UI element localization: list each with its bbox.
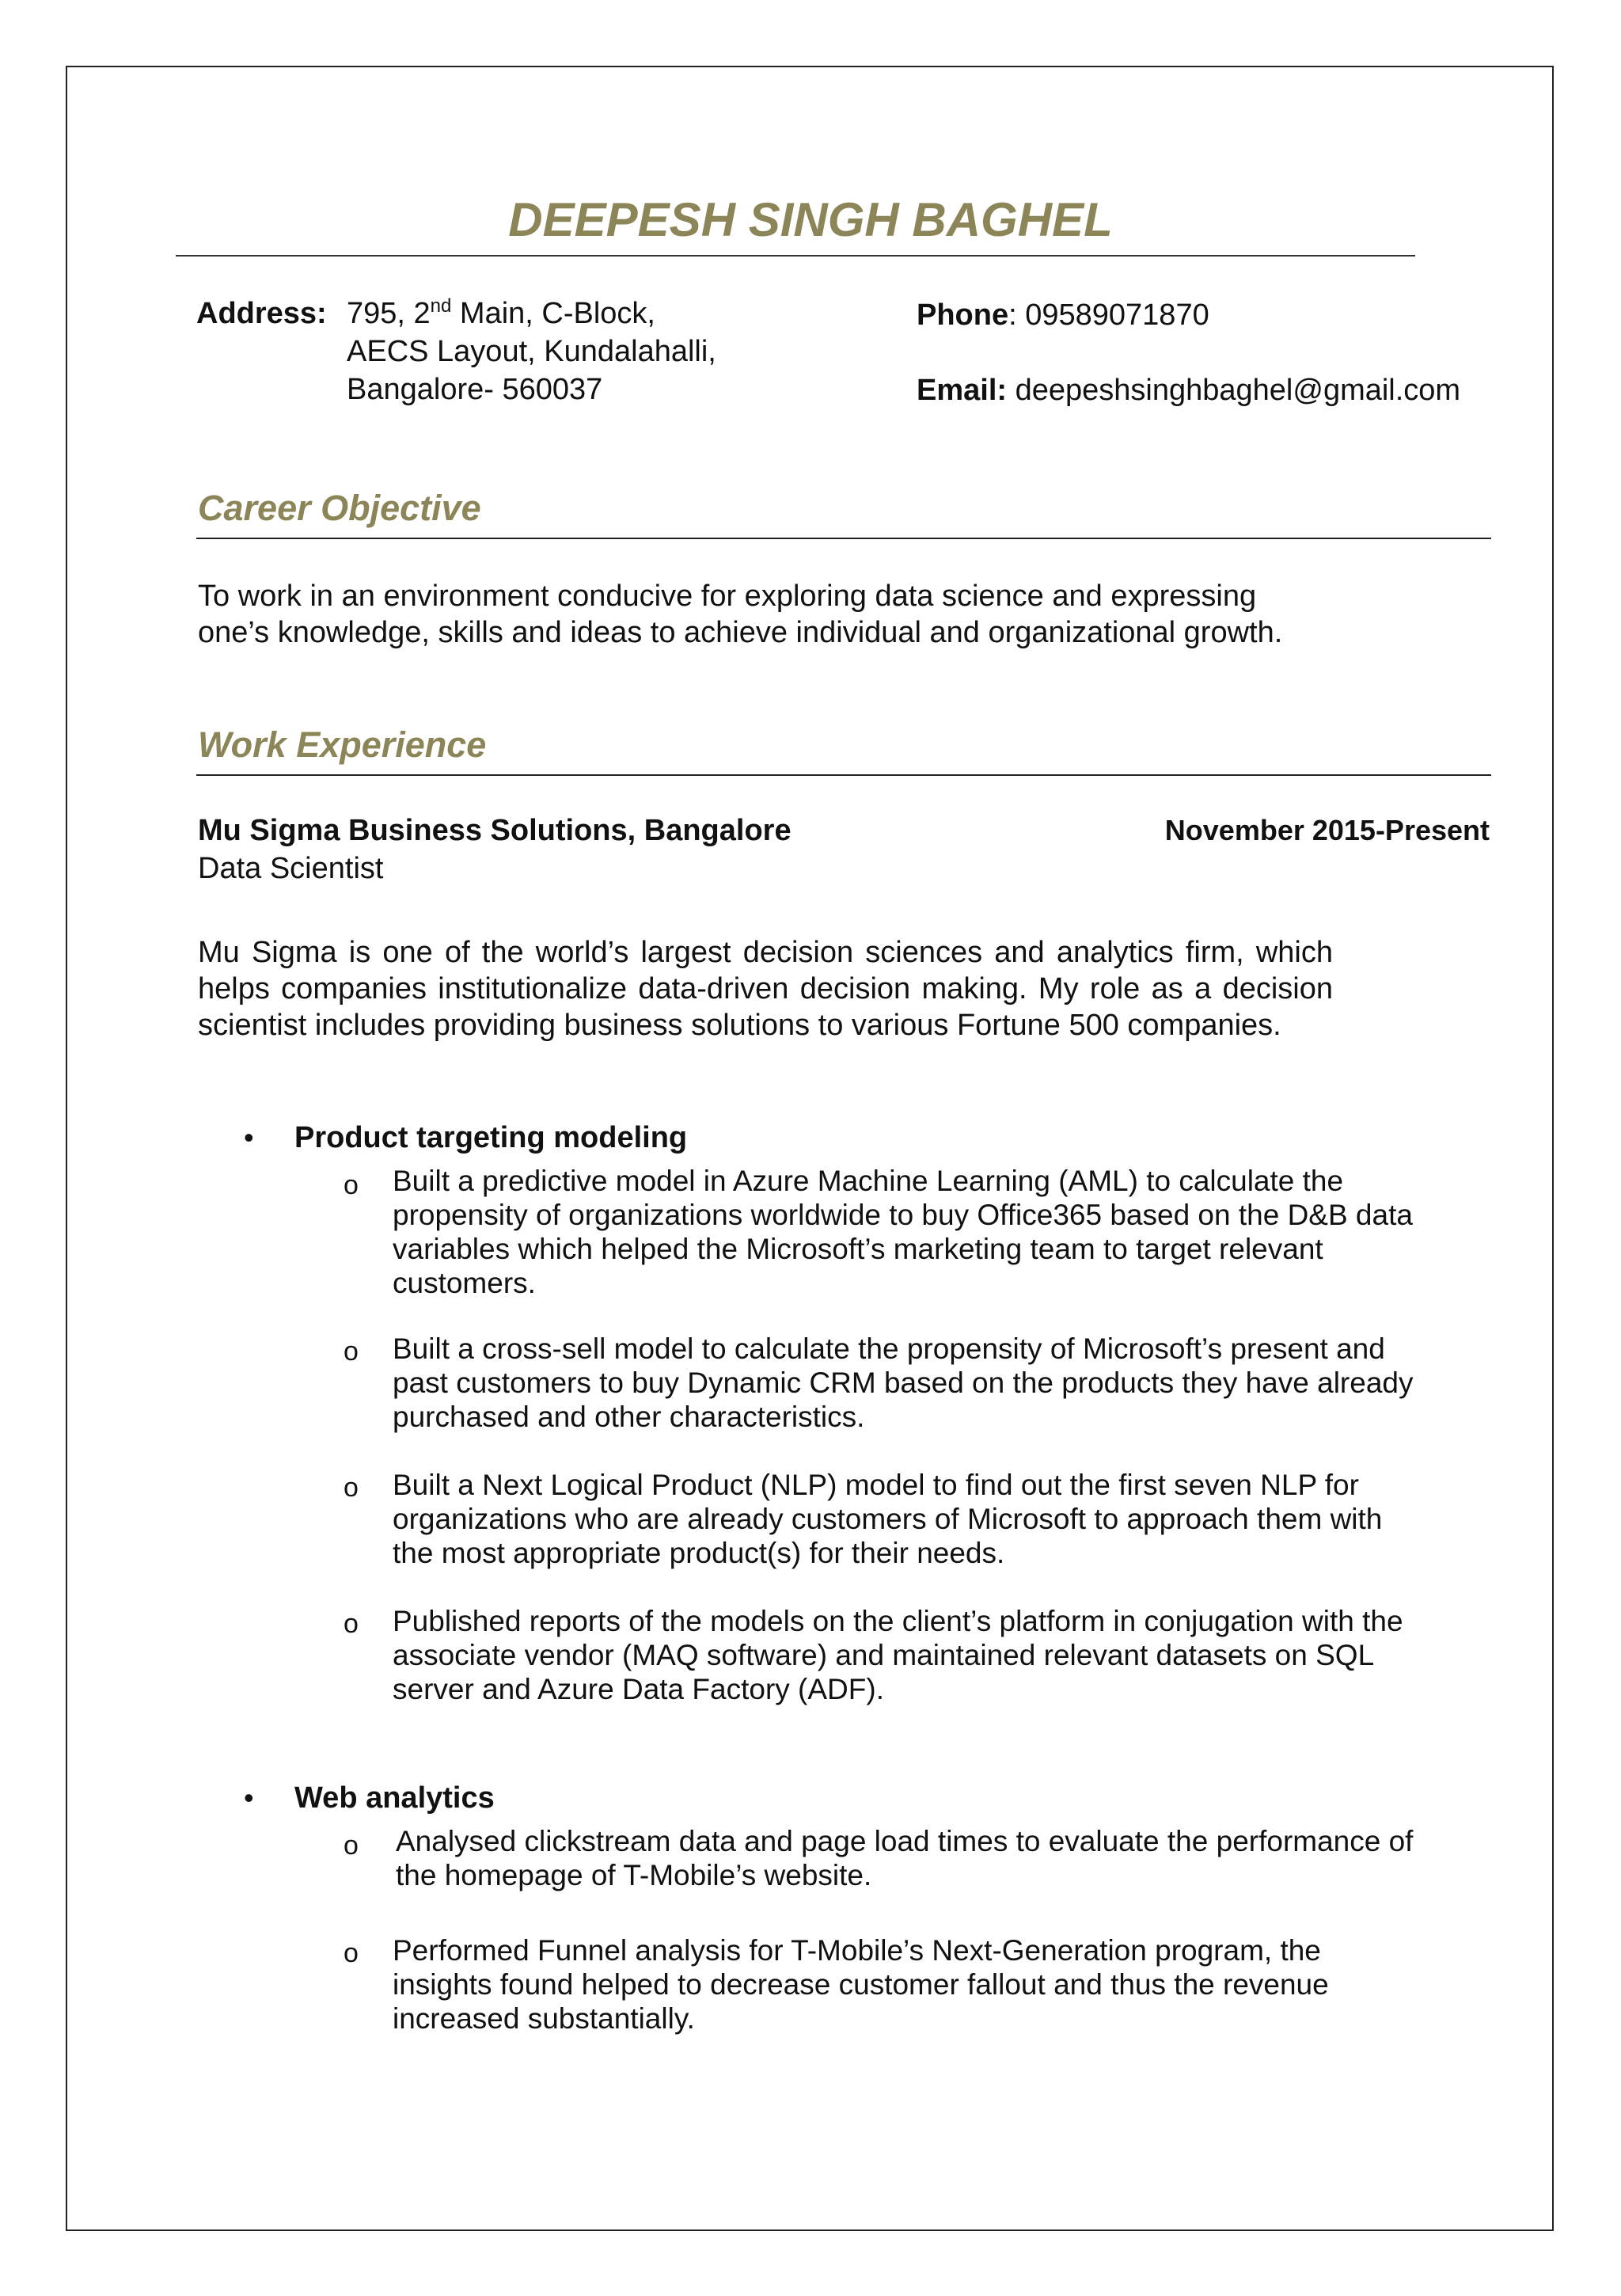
project-item: Built a Next Logical Product (NLP) model to find out the first seven NLP for organizations who are already customers of Microsoft to approach them with the most appropriate product(s) for their needs.	[393, 1469, 1383, 1569]
email-value: deepeshsinghbaghel@gmail.com	[1007, 374, 1461, 407]
sub-bullet-marker: o	[344, 1170, 359, 1200]
job-title: Data Scientist	[198, 852, 384, 885]
career-objective-heading: Career Objective	[198, 488, 481, 528]
address-line-1-prefix: 795, 2	[347, 297, 431, 330]
sub-bullet-marker: o	[344, 1336, 359, 1367]
project-item: Built a cross-sell model to calculate the propensity of Microsoft’s present and past customers to buy Dynamic CRM based on the products they have already purchased and other characteristics.	[393, 1332, 1414, 1433]
career-objective-line-2: one’s knowledge, skills and ideas to achieve individual and organizational growth.	[198, 616, 1283, 649]
phone-value: : 09589071870	[1008, 298, 1209, 332]
phone-label: Phone	[917, 298, 1009, 332]
email-label: Email:	[917, 374, 1008, 407]
career-objective-text	[198, 578, 1433, 651]
project-item: Performed Funnel analysis for T-Mobile’s Next-Generation program, the insights found helped to decrease customer fallout and thus the revenue increased substantially.	[393, 1934, 1329, 2035]
bullet-marker: •	[244, 1781, 254, 1814]
email	[917, 371, 1460, 409]
company-name: Mu Sigma Business Solutions, Bangalore	[198, 814, 792, 847]
sub-bullet-marker: o	[344, 1830, 359, 1861]
address-line-1	[347, 295, 716, 333]
address-line-2: AECS Layout, Kundalahalli,	[347, 335, 716, 368]
project-title: Product targeting modeling	[294, 1121, 688, 1154]
header-divider	[176, 255, 1415, 257]
sub-bullet-marker: o	[344, 1609, 359, 1639]
candidate-name: DEEPESH SINGH BAGHEL	[508, 193, 1113, 246]
work-experience-divider	[196, 774, 1491, 776]
address-line-1-sup: nd	[430, 295, 452, 317]
phone	[917, 296, 1209, 334]
project-item: Analysed clickstream data and page load times to evaluate the performance of the homepage of T-Mobile’s website.	[396, 1825, 1414, 1891]
project-title: Web analytics	[294, 1781, 495, 1815]
career-objective-divider	[196, 538, 1491, 539]
sub-bullet-marker: o	[344, 1473, 359, 1503]
work-experience-heading: Work Experience	[198, 724, 487, 765]
career-objective-line-1: To work in an environment conducive for exploring data science and expressing	[198, 580, 1257, 613]
sub-bullet-marker: o	[344, 1938, 359, 1968]
address-line-1-suffix: Main, C-Block,	[451, 297, 655, 330]
bullet-marker: •	[244, 1121, 254, 1154]
company-description: Mu Sigma is one of the world’s largest decision sciences and analytics firm, which helps companies institutionalize data-driven decision making. My role as a decision scientist includes providing business solutions to various Fortune 500 companies.	[198, 936, 1333, 1042]
project-item: Built a predictive model in Azure Machine Learning (AML) to calculate the propensity of organizations worldwide to buy Office365 based on the D&B data variables which helped the Microsoft’s marketing team to target relevant customers.	[393, 1165, 1413, 1299]
address-block	[347, 295, 716, 409]
address-line-3: Bangalore- 560037	[347, 373, 603, 406]
project-item: Published reports of the models on the client’s platform in conjugation with the associate vendor (MAQ software) and maintained relevant datasets on SQL server and Azure Data Factory (ADF).	[393, 1605, 1403, 1705]
employment-dates: November 2015-Present	[1164, 814, 1490, 846]
address-label: Address:	[196, 297, 327, 330]
